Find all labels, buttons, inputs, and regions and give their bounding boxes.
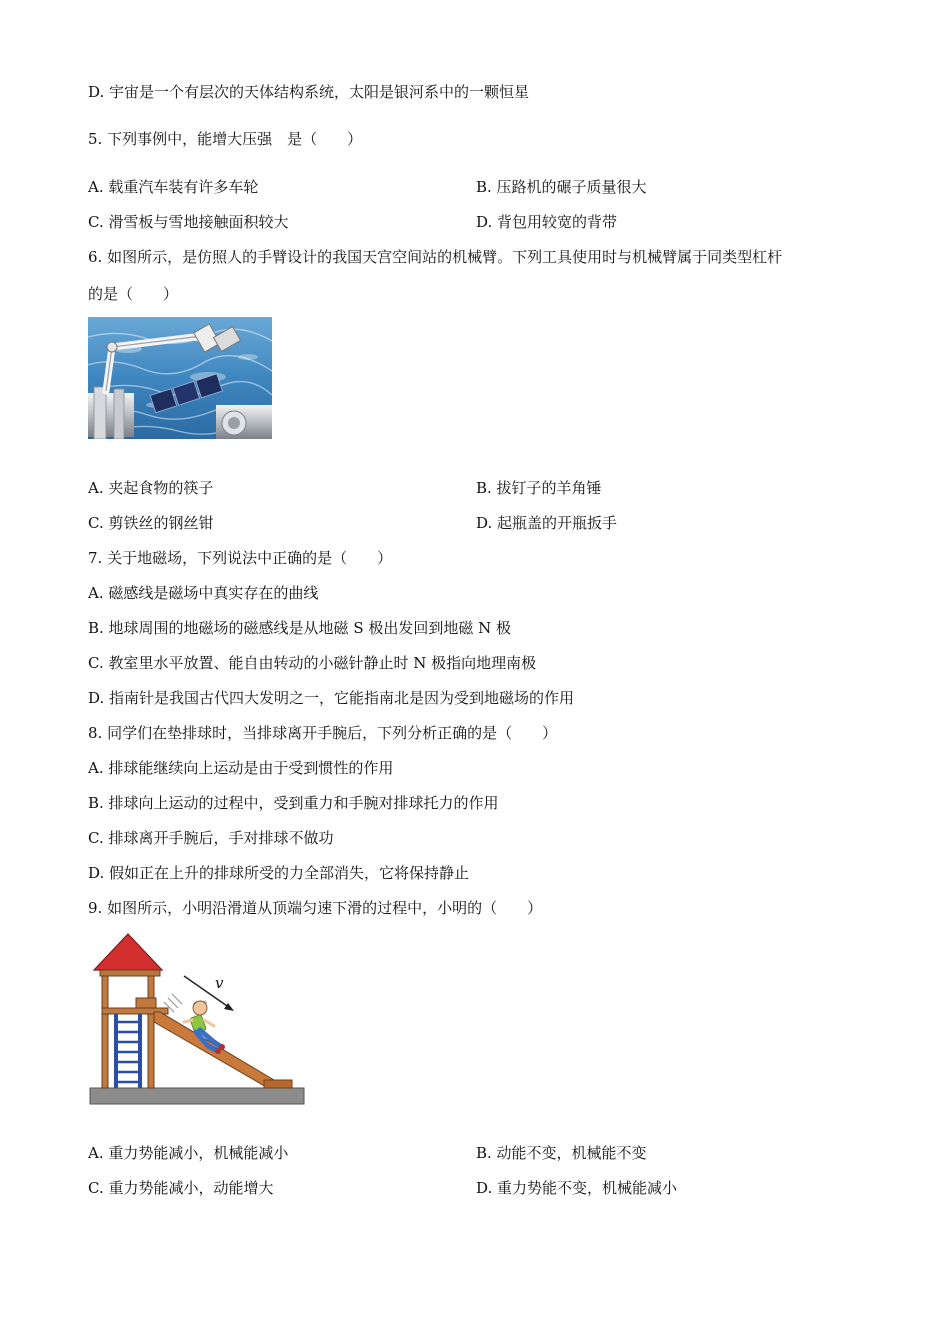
q8-stem: 8. 同学们在垫排球时，当排球离开手腕后，下列分析正确的是（ ）	[88, 724, 558, 742]
space-station-robotic-arm-figure	[88, 317, 272, 439]
q9-stem: 9. 如图所示，小明沿滑道从顶端匀速下滑的过程中，小明的（ ）	[88, 899, 543, 917]
q8-option-c: C. 排球离开手腕后，手对排球不做功	[88, 829, 334, 847]
q5-option-c: C. 滑雪板与雪地接触面积较大	[88, 213, 289, 231]
q5-option-b: B. 压路机的碾子质量很大	[476, 178, 647, 196]
q8-option-d: D. 假如正在上升的排球所受的力全部消失，它将保持静止	[88, 864, 470, 882]
q7-option-b: B. 地球周围的地磁场的磁感线是从地磁 S 极出发回到地磁 N 极	[88, 619, 512, 637]
q8-option-b: B. 排球向上运动的过程中，受到重力和手腕对排球托力的作用	[88, 794, 499, 812]
q4-option-d: D. 宇宙是一个有层次的天体结构系统，太阳是银河系中的一颗恒星	[88, 83, 530, 101]
q6-stem-line1: 6. 如图所示，是仿照人的手臂设计的我国天宫空间站的机械臂。下列工具使用时与机械臂属于同类型杠杆	[88, 248, 783, 266]
q5-stem: 5. 下列事例中，能增大压强 是（ ）	[88, 130, 363, 148]
q8-option-a: A. 排球能继续向上运动是由于受到惯性的作用	[88, 759, 394, 777]
q9-option-b: B. 动能不变，机械能不变	[476, 1144, 647, 1162]
q7-option-c: C. 教室里水平放置、能自由转动的小磁针静止时 N 极指向地理南极	[88, 654, 537, 672]
slide-figure	[88, 932, 308, 1108]
q9-option-d: D. 重力势能不变，机械能减小	[476, 1179, 678, 1197]
q7-option-d: D. 指南针是我国古代四大发明之一，它能指南北是因为受到地磁场的作用	[88, 689, 575, 707]
q9-option-c: C. 重力势能减小，动能增大	[88, 1179, 274, 1197]
q5-option-d: D. 背包用较宽的背带	[476, 213, 618, 231]
q7-stem: 7. 关于地磁场，下列说法中正确的是（ ）	[88, 549, 393, 567]
q6-option-d: D. 起瓶盖的开瓶扳手	[476, 514, 618, 532]
q6-option-c: C. 剪铁丝的钢丝钳	[88, 514, 214, 532]
q5-option-a: A. 载重汽车装有许多车轮	[88, 178, 259, 196]
q6-option-a: A. 夹起食物的筷子	[88, 479, 214, 497]
q7-option-a: A. 磁感线是磁场中真实存在的曲线	[88, 584, 319, 602]
q6-stem-line2: 的是（ ）	[88, 285, 179, 303]
q9-option-a: A. 重力势能减小，机械能减小	[88, 1144, 289, 1162]
q6-option-b: B. 拔钉子的羊角锤	[476, 479, 602, 497]
velocity-label: v	[215, 974, 224, 992]
